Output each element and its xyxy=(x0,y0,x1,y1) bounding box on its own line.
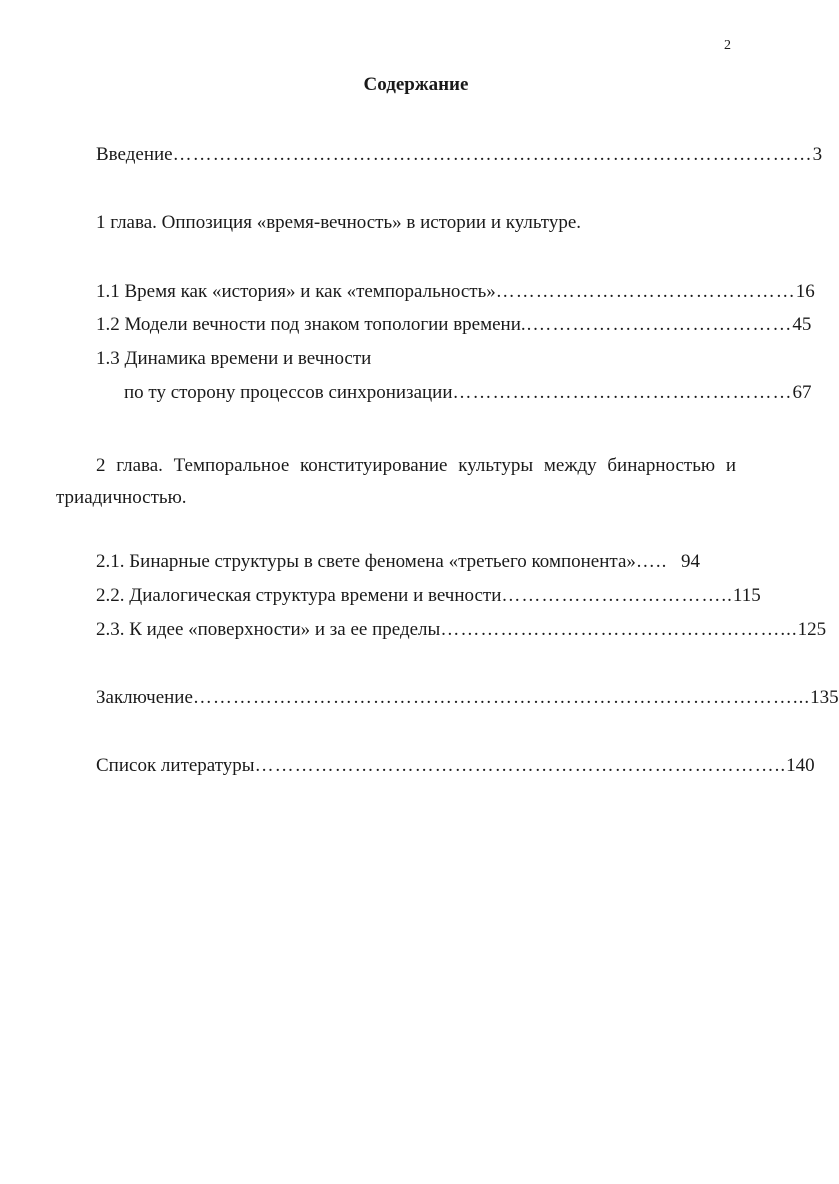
toc-leader-dots: ..………………………………… xyxy=(520,314,793,335)
toc-label: Список литературы xyxy=(96,755,255,776)
toc-leader-dots: …………………………………………………………………….. xyxy=(254,755,787,776)
toc-page: 45 xyxy=(792,314,812,335)
toc-entry-2-3 xyxy=(96,619,827,641)
toc-entry-1-1 xyxy=(96,281,815,303)
toc-label: по ту сторону процессов синхронизации xyxy=(124,382,453,403)
toc-entry-intro xyxy=(96,144,823,166)
toc-label: 1.1 Время как «история» и как «темпоральность» xyxy=(96,281,496,302)
toc-page: 3 xyxy=(812,144,823,165)
toc-entry-2-2 xyxy=(96,585,761,607)
toc-label: Введение xyxy=(96,144,173,165)
toc-leader-dots: ……………………………………… xyxy=(495,281,796,302)
toc-page: 125 xyxy=(797,619,827,640)
toc-entry-2-1 xyxy=(96,551,700,573)
toc-leader-dots: …………………………………………… xyxy=(452,382,793,403)
chapter-2-heading: 2 глава. Темпоральное конституирование культуры между бинарностью и триадичностью. xyxy=(56,455,736,508)
toc-entry-bibliography xyxy=(96,755,815,777)
page-title: Содержание xyxy=(363,74,469,95)
toc-page: 67 xyxy=(792,382,812,403)
toc-leader-dots: …………………………….. xyxy=(501,585,733,606)
toc-page: 140 xyxy=(786,755,815,776)
toc-leader-dots: …………………………………………………………………………………… xyxy=(172,144,813,165)
toc-leader-dots: ………………………………………………………………………………... xyxy=(192,687,811,708)
toc-page: 94 xyxy=(681,551,700,572)
page-number: 2 xyxy=(724,38,731,53)
toc-entry-conclusion xyxy=(96,687,839,709)
toc-entry-1-3: 1.3 Динамика времени и вечности xyxy=(96,348,372,369)
toc-label: 2.1. Бинарные структуры в свете феномена «третьего компонента» xyxy=(96,551,636,572)
toc-label: 2.3. К идее «поверхности» и за ее пределы xyxy=(96,619,441,640)
toc-label: 2.2. Диалогическая структура времени и вечности xyxy=(96,585,502,606)
toc-label: 1.2 Модели вечности под знаком топологии времени xyxy=(96,314,521,335)
toc-leader-dots: ……………………………………………... xyxy=(440,619,798,640)
chapter-1-heading: 1 глава. Оппозиция «время-вечность» в истории и культуре. xyxy=(96,212,582,233)
toc-page: 135 xyxy=(810,687,839,708)
toc-page: 16 xyxy=(795,281,815,302)
toc-leader-dots: ….. xyxy=(635,551,668,572)
toc-entry-1-2 xyxy=(96,314,812,336)
toc-page: 115 xyxy=(732,585,761,606)
toc-label: Заключение xyxy=(96,687,193,708)
toc-entry-1-3-cont xyxy=(124,382,812,404)
